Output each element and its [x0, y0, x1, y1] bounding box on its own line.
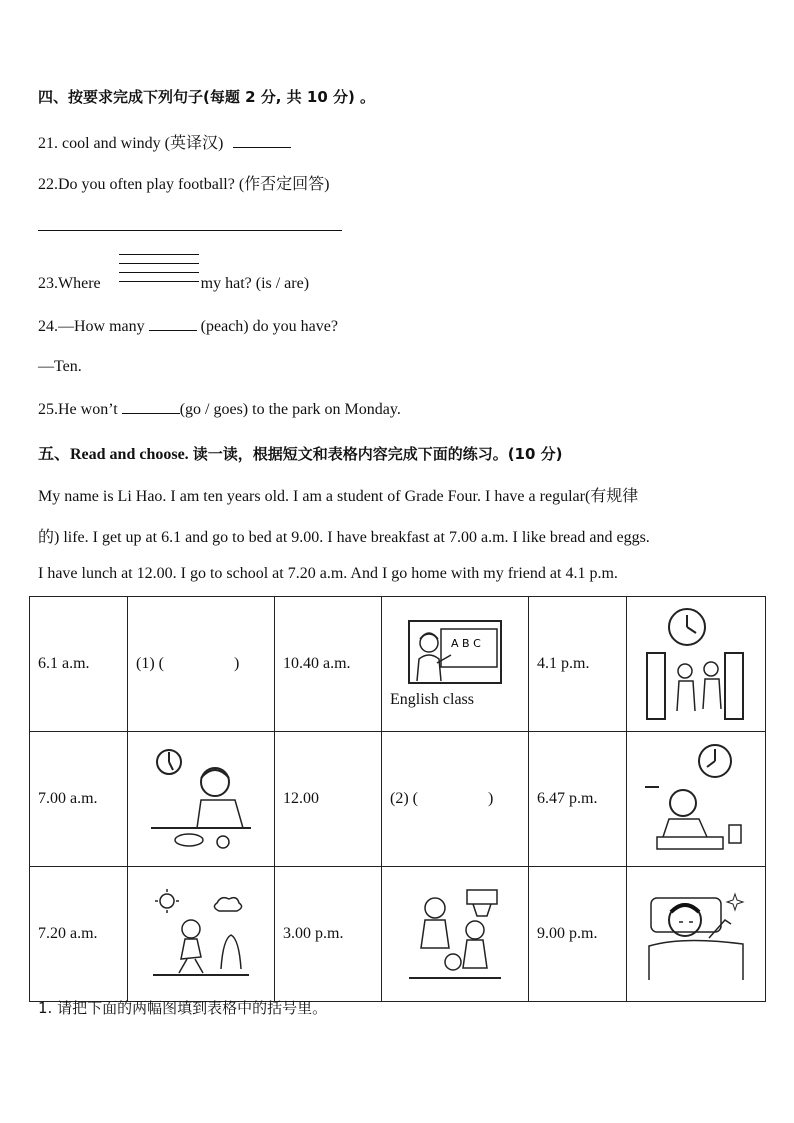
section5-heading-bold: 五、Read and choose. — [38, 446, 189, 463]
slot-2-close: ) — [487, 790, 494, 807]
time-cell: 12.00 — [275, 732, 382, 867]
q24-answer: —Ten. — [38, 358, 82, 375]
go-home-picture — [641, 605, 751, 723]
q25-blank[interactable] — [122, 399, 180, 414]
time-cell: 9.00 p.m. — [529, 867, 627, 1002]
q24-start: 24.—How many — [38, 318, 145, 335]
time-cell: 7.20 a.m. — [30, 867, 128, 1002]
sleeping-picture-cell — [627, 867, 766, 1002]
table-row — [30, 732, 766, 867]
table-row — [30, 597, 766, 732]
q24-blank[interactable] — [149, 316, 197, 331]
q23-rest: my hat? (is / are) — [200, 275, 310, 292]
homework-picture — [643, 741, 749, 857]
walk-to-school-picture — [151, 889, 251, 979]
instruction-1: 1. 请把下面的两幅图填到表格中的括号里。 — [38, 999, 328, 1017]
english-class-cell — [382, 597, 529, 732]
question-25 — [38, 399, 401, 419]
breakfast-picture — [149, 744, 253, 854]
question-21 — [38, 130, 291, 153]
slot-1-close: ) — [233, 655, 240, 672]
time-cell: 6.1 a.m. — [30, 597, 128, 732]
q24-end: (peach) do you have? — [200, 318, 338, 335]
slot-2-label: (2) — [390, 790, 409, 807]
time-cell: 7.00 a.m. — [30, 732, 128, 867]
q21-text: 21. cool and windy (英译汉) — [38, 135, 224, 152]
breakfast-picture-cell — [128, 732, 275, 867]
answer-slot-1[interactable] — [128, 597, 275, 732]
passage-line-1: My name is Li Hao. I am ten years old. I am a student of Grade Four. I have a regular(有规律 — [38, 488, 639, 505]
section4-heading: 四、按要求完成下列句子(每题 2 分, 共 10 分) 。 — [38, 88, 376, 106]
answer-slot-2[interactable] — [382, 732, 529, 867]
basketball-picture — [405, 888, 505, 980]
q21-blank[interactable] — [233, 133, 291, 148]
schedule-table — [29, 596, 766, 1002]
passage-line-2: 的) life. I get up at 6.1 and go to bed at 9.00. I have breakfast at 7.00 a.m. I like bread and eggs. — [38, 529, 650, 546]
q25-start: 25.He won’t — [38, 401, 118, 418]
teacher-blackboard-picture — [407, 619, 503, 687]
basketball-picture-cell — [382, 867, 529, 1002]
section5-heading-rest: 读一读，根据短文和表格内容完成下面的练习。(10 分) — [192, 445, 563, 463]
board-letters: A B C — [451, 637, 481, 650]
time-cell: 4.1 p.m. — [529, 597, 627, 732]
english-class-caption: English class — [390, 691, 474, 708]
homework-picture-cell — [627, 732, 766, 867]
q25-end: (go / goes) to the park on Monday. — [179, 401, 401, 418]
passage-line-3: I have lunch at 12.00. I go to school at 7.20 a.m. And I go home with my friend at 4.1 p.m. — [38, 565, 618, 582]
time-cell: 3.00 p.m. — [275, 867, 382, 1002]
table-row — [30, 867, 766, 1002]
go-home-picture-cell — [627, 597, 766, 732]
question-22: 22.Do you often play football? (作否定回答) — [38, 176, 330, 193]
walk-to-school-picture-cell — [128, 867, 275, 1002]
question-23 — [38, 275, 309, 293]
q23-where: 23.Where — [38, 275, 101, 292]
slot-2-open: ( — [412, 790, 418, 807]
sleeping-picture — [643, 886, 749, 982]
slot-1-label: (1) — [136, 655, 155, 672]
q22-answer-line[interactable] — [38, 230, 342, 231]
slot-1-open: ( — [158, 655, 164, 672]
time-cell: 10.40 a.m. — [275, 597, 382, 732]
time-cell: 6.47 p.m. — [529, 732, 627, 867]
question-24 — [38, 316, 338, 336]
section5-heading — [38, 441, 563, 464]
